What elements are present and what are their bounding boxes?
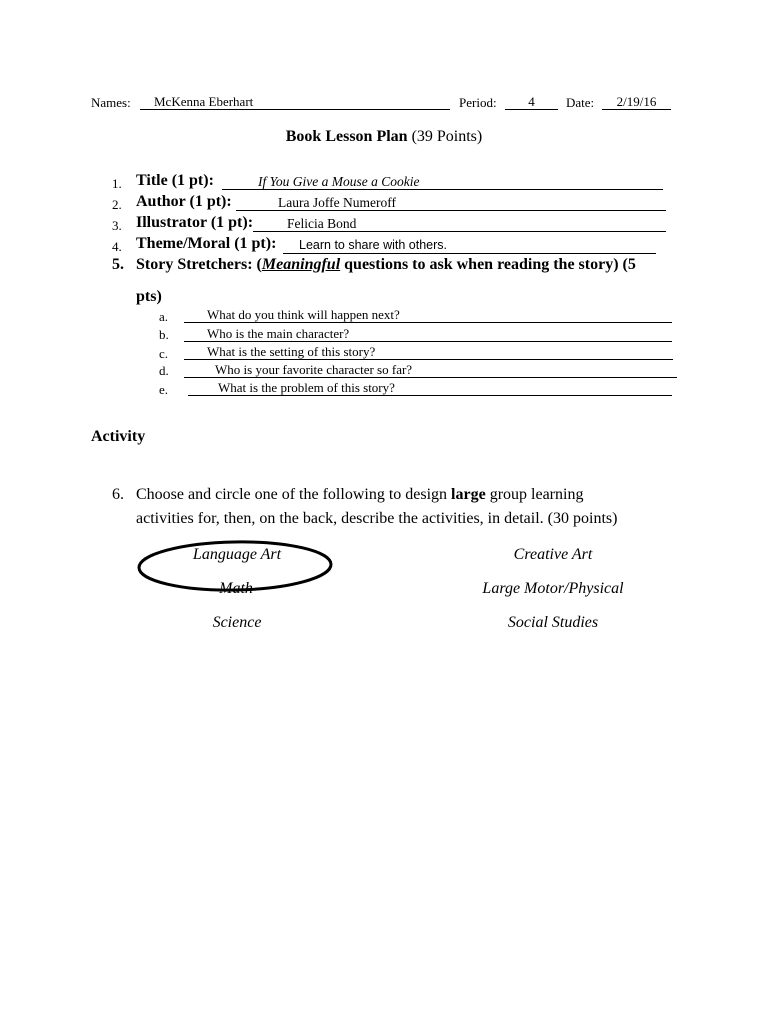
question-e-text: What is the problem of this story?: [218, 380, 395, 395]
title-rest: (39 Points): [411, 128, 483, 145]
period-field: [505, 94, 558, 110]
item-1-number: 1.: [112, 176, 122, 191]
date-field: [602, 94, 671, 110]
item-2-number: 2.: [112, 197, 122, 212]
choice-creative-art: Creative Art: [513, 546, 593, 563]
activity-instructions-line2: activities for, then, on the back, describe the activities, in detail. (30 points): [136, 510, 618, 527]
question-a-letter: a.: [159, 309, 169, 324]
names-value: McKenna Eberhart: [154, 94, 254, 109]
item-4-number: 4.: [112, 239, 122, 254]
names-field: [140, 94, 450, 110]
question-d-text: Who is your favorite character so far?: [215, 362, 413, 377]
item-6-number: 6.: [112, 486, 124, 503]
question-b-letter: b.: [159, 327, 169, 342]
story-stretchers-heading: [136, 256, 636, 274]
question-b-text: Who is the main character?: [207, 326, 350, 341]
choice-language-art: Language Art: [192, 546, 282, 563]
choice-large-motor: Large Motor/Physical: [482, 580, 624, 597]
question-e: [188, 380, 672, 396]
page-title: [0, 128, 768, 146]
item-1-label: Title (1 pt):: [136, 172, 214, 189]
question-c: [184, 344, 673, 360]
item-3-label: Illustrator (1 pt):: [136, 214, 254, 231]
large-emphasis: large: [451, 486, 486, 503]
date-label: Date:: [566, 95, 595, 110]
period-label: Period:: [459, 95, 497, 110]
story-stretchers-prefix: Story Stretchers: (: [136, 256, 262, 273]
title-bold: Book Lesson Plan: [285, 128, 408, 145]
item-2-field: [236, 195, 666, 211]
selection-circle: [130, 538, 345, 600]
question-c-text: What is the setting of this story?: [207, 344, 376, 359]
item-2-label: Author (1 pt):: [136, 193, 232, 210]
question-a: [184, 307, 672, 323]
question-e-letter: e.: [159, 382, 169, 397]
item-3-number: 3.: [112, 218, 122, 233]
item-3-field: [253, 216, 666, 232]
question-c-letter: c.: [159, 346, 169, 361]
story-stretchers-suffix: questions to ask when reading the story) (5: [340, 256, 636, 273]
meaningful-emphasis: Meaningful: [261, 256, 341, 273]
author-value: Laura Joffe Numeroff: [278, 195, 396, 210]
title-value: If You Give a Mouse a Cookie: [258, 174, 420, 189]
period-value: 4: [528, 94, 535, 109]
item-4-field: [283, 237, 656, 254]
question-d: [184, 362, 677, 378]
activity-line1-b: group learning: [485, 486, 584, 503]
choice-social-studies: Social Studies: [507, 614, 599, 631]
item-5-number: 5.: [112, 256, 124, 273]
choice-science: Science: [212, 614, 262, 631]
item-1-field: [222, 174, 663, 190]
question-b: [184, 326, 672, 342]
illustrator-value: Felicia Bond: [287, 216, 357, 231]
activity-heading: Activity: [91, 428, 146, 445]
activity-line1-a: Choose and circle one of the following to design: [136, 486, 452, 503]
date-value: 2/19/16: [616, 94, 657, 109]
question-d-letter: d.: [159, 363, 169, 378]
question-a-text: What do you think will happen next?: [207, 307, 400, 322]
theme-value: Learn to share with others.: [299, 238, 447, 252]
activity-instructions-line1: [136, 486, 583, 504]
choice-math: Math: [219, 580, 253, 597]
item-4-label: Theme/Moral (1 pt):: [136, 235, 277, 252]
story-stretchers-wrap: pts): [136, 288, 162, 305]
names-label: Names:: [91, 95, 131, 110]
